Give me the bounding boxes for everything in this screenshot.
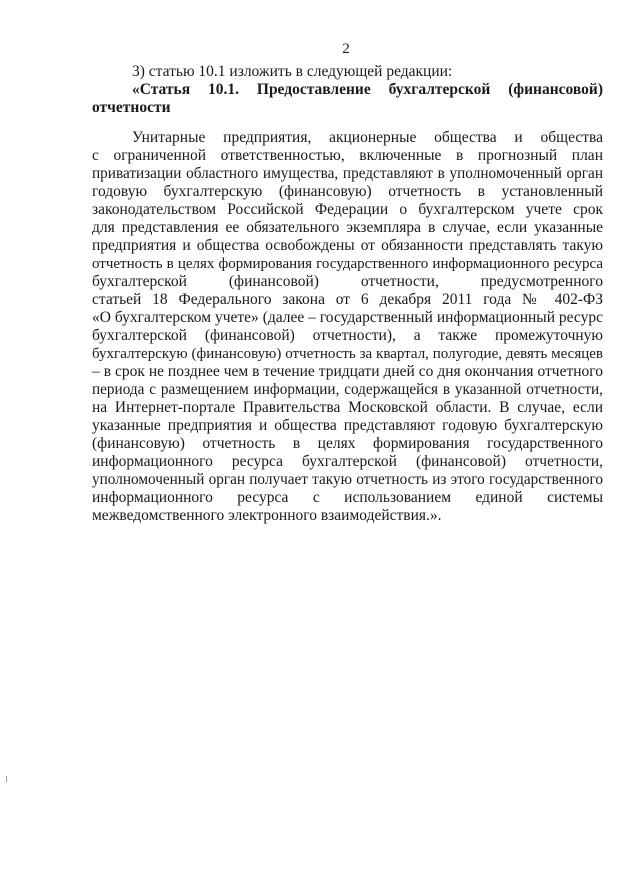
body-line: законодательством Российской Федерации о бухгалтерском учете срок (92, 201, 603, 218)
body-line: предприятия и общества освобождены от обязанности представлять такую (92, 237, 603, 254)
body-line: указанные предприятия и общества представляют годовую бухгалтерскую (92, 417, 603, 434)
article-heading-line-1: «Статья 10.1. Предоставление бухгалтерской (финансовой) (132, 81, 603, 98)
body-line: годовую бухгалтерскую (финансовую) отчетность в установленный (92, 183, 603, 200)
body-line: бухгалтерской (финансовой) отчетности, предусмотренного (92, 273, 603, 290)
item-line: 3) статью 10.1 изложить в следующей редакции: (132, 63, 453, 80)
body-line-last: межведомственного электронного взаимодействия.». (92, 507, 442, 524)
scan-mark (6, 776, 7, 782)
body-line: для представления ее обязательного экземпляра в случае, если указанные (92, 219, 603, 236)
article-heading-line-2: отчетности (92, 99, 171, 116)
body-line: статьей 18 Федерального закона от 6 декабря 2011 года № 402-ФЗ (92, 291, 603, 308)
body-line: информационного ресурса с использованием единой системы (92, 489, 603, 506)
body-line: на Интернет-портале Правительства Московской области. В случае, если (92, 399, 603, 416)
body-line: приватизации областного имущества, представляют в уполномоченный орган (92, 165, 603, 182)
body-line: бухгалтерской (финансовой) отчетности), а также промежуточную (92, 327, 603, 344)
body-line: с ограниченной ответственностью, включенные в прогнозный план (92, 147, 603, 164)
body-line: бухгалтерскую (финансовую) отчетность за квартал, полугодие, девять месяцев (92, 346, 603, 362)
body-line: периода с размещением информации, содержащейся в указанной отчетности, (92, 381, 603, 398)
body-line: – в срок не позднее чем в течение тридцати дней со дня окончания отчетного (92, 363, 603, 380)
body-line: уполномоченный орган получает такую отчетность из этого государственного (92, 471, 603, 488)
body-line: «О бухгалтерском учете» (далее – государственный информационный ресурс (92, 309, 603, 326)
body-line: (финансовую) отчетность в целях формирования государственного (92, 435, 603, 452)
body-line: информационного ресурса бухгалтерской (финансовой) отчетности, (92, 453, 603, 470)
body-line: отчетность в целях формирования государственного информационного ресурса (92, 256, 603, 272)
body-line: Унитарные предприятия, акционерные общества и общества (132, 129, 603, 146)
page-number: 2 (342, 41, 350, 57)
